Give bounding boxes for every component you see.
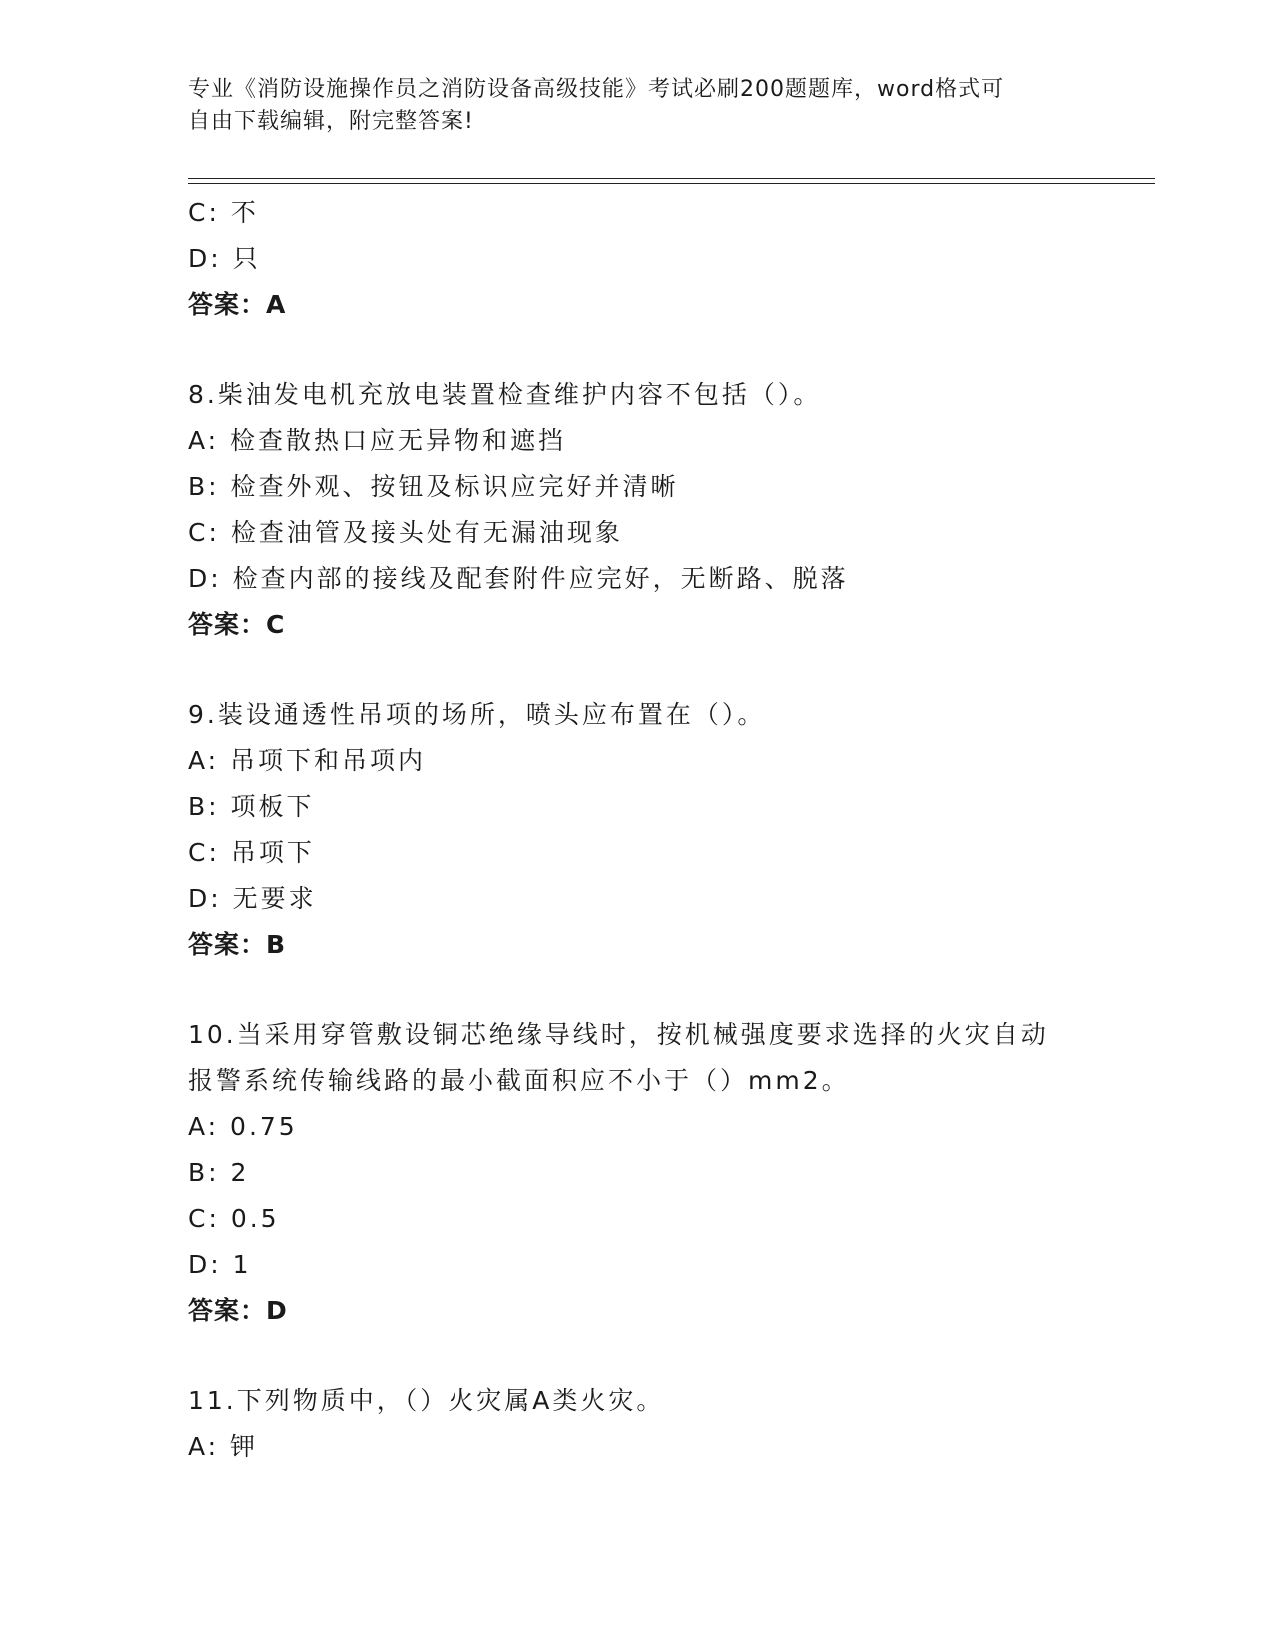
answer-line: 答案：C xyxy=(188,610,286,639)
previous-question-tail xyxy=(188,190,1088,328)
header-line-2: 自由下载编辑，附完整答案! xyxy=(188,109,474,134)
option-b: B: 检查外观、按钮及标识应完好并清晰 xyxy=(188,472,679,501)
option-a: A: 检查散热口应无异物和遮挡 xyxy=(188,426,567,455)
option-c: C: 不 xyxy=(188,198,259,227)
option-a: A: 0.75 xyxy=(188,1112,298,1141)
option-d: D: 检查内部的接线及配套附件应完好，无断路、脱落 xyxy=(188,564,849,593)
option-b: B: 项板下 xyxy=(188,792,315,821)
header-rule-bottom xyxy=(188,183,1155,184)
header-rule-top xyxy=(188,178,1155,179)
document-header xyxy=(188,74,1068,138)
document-body xyxy=(188,190,1088,1470)
header-line-1: 专业《消防设施操作员之消防设备高级技能》考试必刷200题题库，word格式可 xyxy=(188,77,1005,102)
question-8 xyxy=(188,372,1088,648)
option-d: D: 只 xyxy=(188,244,261,273)
option-c: C: 0.5 xyxy=(188,1204,280,1233)
question-text-line-1: 10.当采用穿管敷设铜芯绝缘导线时，按机械强度要求选择的火灾自动 xyxy=(188,1020,1049,1049)
question-text: 9.装设通透性吊项的场所，喷头应布置在（）。 xyxy=(188,700,766,729)
question-text: 11.下列物质中，（）火灾属A类火灾。 xyxy=(188,1386,665,1415)
option-b: B: 2 xyxy=(188,1158,250,1187)
answer-line: 答案：B xyxy=(188,930,287,959)
option-a: A: 钾 xyxy=(188,1432,259,1461)
option-c: C: 检查油管及接头处有无漏油现象 xyxy=(188,518,623,547)
question-text-line-2: 报警系统传输线路的最小截面积应不小于（）mm2。 xyxy=(188,1066,850,1095)
option-d: D: 无要求 xyxy=(188,884,317,913)
option-a: A: 吊项下和吊项内 xyxy=(188,746,427,775)
question-text: 8.柴油发电机充放电装置检查维护内容不包括（）。 xyxy=(188,380,822,409)
question-11 xyxy=(188,1378,1088,1470)
answer-line: 答案：A xyxy=(188,290,287,319)
answer-line: 答案：D xyxy=(188,1296,288,1325)
option-c: C: 吊项下 xyxy=(188,838,315,867)
option-d: D: 1 xyxy=(188,1250,252,1279)
question-10 xyxy=(188,1012,1088,1334)
question-9 xyxy=(188,692,1088,968)
